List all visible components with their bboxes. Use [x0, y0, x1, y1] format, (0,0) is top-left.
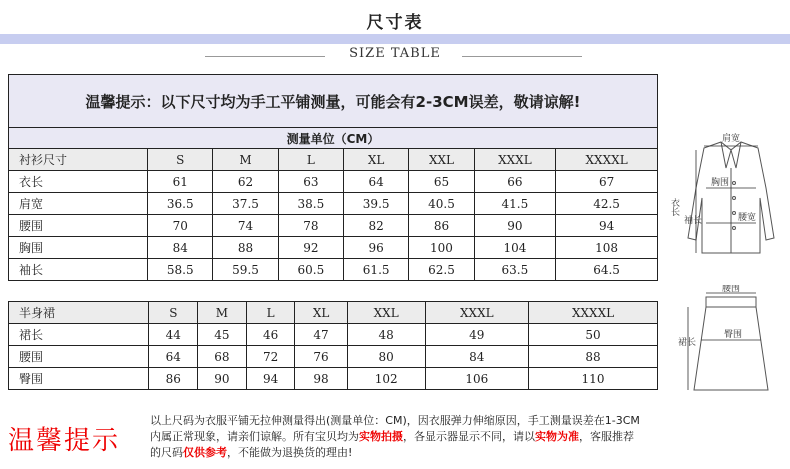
measurement-cell: 63: [278, 171, 343, 193]
table-row: [9, 193, 658, 215]
measurement-cell: 106: [425, 368, 528, 390]
skirt-outline: [694, 297, 768, 390]
table-row: [9, 368, 658, 390]
measurement-cell: 58.5: [148, 259, 213, 281]
note-text: [150, 413, 780, 461]
measurement-cell: 102: [347, 368, 425, 390]
table-row: [9, 237, 658, 259]
shirt-diagram: [666, 128, 786, 268]
measurement-cell: 48: [347, 324, 425, 346]
note-line-1: 以上尺码为衣服平铺无拉伸测量得出(测量单位：CM)，因衣服弹力伸缩原因，手工测量误差在1-3CM: [150, 414, 640, 427]
label-skirt-waist: 腰围: [721, 285, 741, 294]
measurement-cell: 59.5: [213, 259, 278, 281]
measurement-cell: 96: [344, 237, 409, 259]
label-waist: 腰宽: [738, 213, 757, 223]
measurement-cell: 44: [149, 324, 198, 346]
measurement-cell: 72: [246, 346, 295, 368]
skirt-size-table: [8, 301, 658, 390]
measurement-cell: 40.5: [409, 193, 474, 215]
measurement-cell: 65: [409, 171, 474, 193]
measurement-cell: 64: [344, 171, 409, 193]
measurement-cell: 68: [198, 346, 247, 368]
size-header: M: [213, 149, 278, 171]
measurement-cell: 39.5: [344, 193, 409, 215]
measurement-cell: 94: [556, 215, 658, 237]
shirt-size-table: [8, 74, 658, 281]
measurement-cell: 104: [474, 237, 556, 259]
shirt-outline: [688, 142, 774, 253]
shirt-table-title: 衬衫尺寸: [9, 149, 148, 171]
measurement-cell: 38.5: [278, 193, 343, 215]
size-header: S: [149, 302, 198, 324]
size-header: L: [278, 149, 343, 171]
size-header: XL: [295, 302, 347, 324]
measurement-cell: 46: [246, 324, 295, 346]
skirt-diagram: [676, 285, 786, 400]
table-row: [9, 259, 658, 281]
measurement-cell: 47: [295, 324, 347, 346]
title-band: [0, 34, 790, 44]
page-title: 尺寸表: [366, 13, 424, 33]
measurement-cell: 62: [213, 171, 278, 193]
measurement-cell: 37.5: [213, 193, 278, 215]
size-header: XXL: [347, 302, 425, 324]
label-skirt-length: 裙长: [678, 338, 697, 348]
skirt-table-title: 半身裙: [9, 302, 149, 324]
table-row: [9, 346, 658, 368]
measurement-cell: 63.5: [474, 259, 556, 281]
measurement-cell: 88: [529, 346, 658, 368]
measurement-cell: 76: [295, 346, 347, 368]
row-label: 袖长: [9, 259, 148, 281]
measurement-cell: 86: [409, 215, 474, 237]
row-label: 腰围: [9, 346, 149, 368]
measurement-cell: 36.5: [148, 193, 213, 215]
measurement-cell: 62.5: [409, 259, 474, 281]
divider-right: [462, 56, 582, 57]
size-header: M: [198, 302, 247, 324]
note-line-3: 的尺码仅供参考，不能做为退换货的理由!: [150, 446, 353, 459]
table-row: [9, 171, 658, 193]
row-label: 胸围: [9, 237, 148, 259]
size-header: XXXXL: [556, 149, 658, 171]
row-label: 肩宽: [9, 193, 148, 215]
label-sleeve: 袖长: [684, 216, 703, 226]
row-label: 臀围: [9, 368, 149, 390]
measurement-cell: 66: [474, 171, 556, 193]
measurement-cell: 80: [347, 346, 425, 368]
table-row: [9, 324, 658, 346]
measurement-cell: 74: [213, 215, 278, 237]
measurement-cell: 64.5: [556, 259, 658, 281]
label-shoulder: 肩宽: [721, 134, 741, 144]
size-header: XXL: [409, 149, 474, 171]
measurement-cell: 92: [278, 237, 343, 259]
measurement-cell: 90: [198, 368, 247, 390]
measurement-cell: 42.5: [556, 193, 658, 215]
measurement-cell: 84: [425, 346, 528, 368]
row-label: 腰围: [9, 215, 148, 237]
measurement-cell: 45: [198, 324, 247, 346]
note-line-2: 内属正常现象，请亲们谅解。所有宝贝均为实物拍摄，各显示器显示不同，请以实物为准，客服推荐: [150, 430, 634, 443]
size-header: L: [246, 302, 295, 324]
measurement-cell: 86: [149, 368, 198, 390]
row-label: 裙长: [9, 324, 149, 346]
measurement-cell: 60.5: [278, 259, 343, 281]
page-subtitle: SIZE TABLE: [349, 46, 441, 61]
measurement-cell: 98: [295, 368, 347, 390]
size-header: XXXL: [474, 149, 556, 171]
measurement-cell: 50: [529, 324, 658, 346]
table-row: [9, 215, 658, 237]
measurement-cell: 84: [148, 237, 213, 259]
tip-banner: 温馨提示：以下尺寸均为手工平铺测量，可能会有2-3CM误差，敬请谅解!: [9, 75, 658, 128]
label-length: 衣长: [669, 198, 679, 216]
measurement-cell: 78: [278, 215, 343, 237]
measurement-cell: 90: [474, 215, 556, 237]
size-header: S: [148, 149, 213, 171]
size-header: XL: [344, 149, 409, 171]
measurement-cell: 64: [149, 346, 198, 368]
measurement-cell: 110: [529, 368, 658, 390]
label-chest: 胸围: [711, 178, 730, 188]
measurement-cell: 41.5: [474, 193, 556, 215]
measurement-cell: 61.5: [344, 259, 409, 281]
measurement-cell: 70: [148, 215, 213, 237]
label-hip: 臀围: [724, 330, 743, 340]
row-label: 衣长: [9, 171, 148, 193]
size-header: XXXXL: [529, 302, 658, 324]
bottom-tip-label: 温馨提示: [8, 426, 121, 456]
measurement-cell: 49: [425, 324, 528, 346]
measurement-cell: 94: [246, 368, 295, 390]
unit-row: 测量单位（CM）: [9, 128, 658, 149]
measurement-cell: 100: [409, 237, 474, 259]
measurement-cell: 88: [213, 237, 278, 259]
measurement-cell: 67: [556, 171, 658, 193]
measurement-cell: 61: [148, 171, 213, 193]
measurement-cell: 108: [556, 237, 658, 259]
size-header: XXXL: [425, 302, 528, 324]
measurement-cell: 82: [344, 215, 409, 237]
